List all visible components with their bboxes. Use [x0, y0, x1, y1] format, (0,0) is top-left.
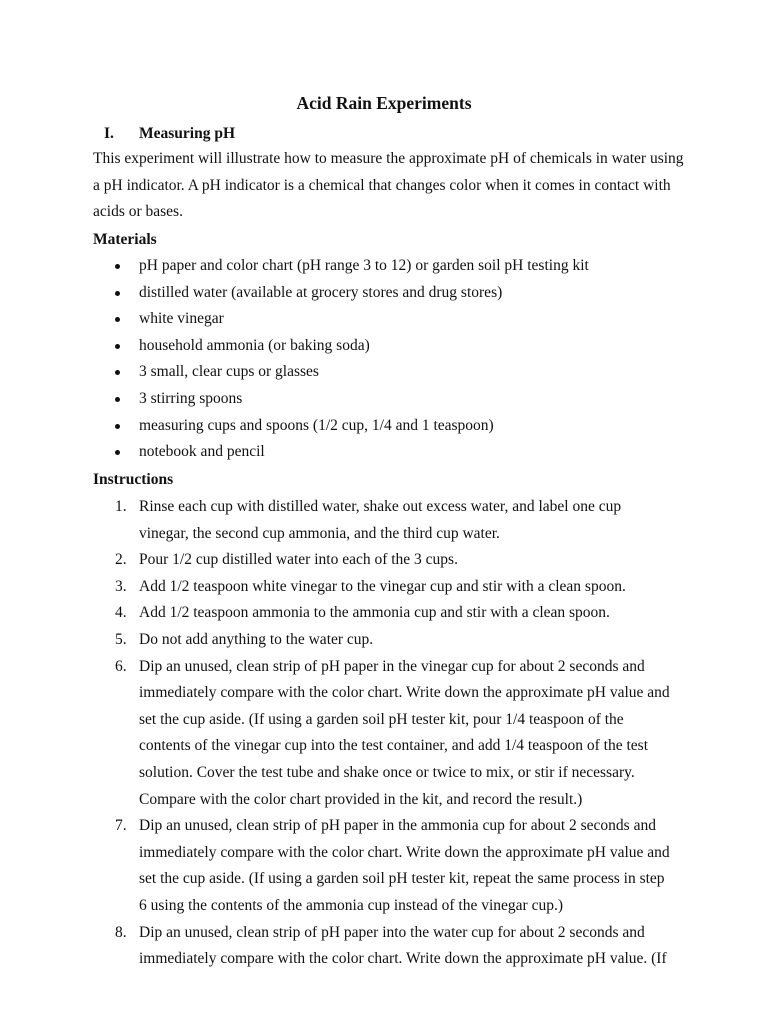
bullet-icon — [115, 397, 120, 402]
section-heading — [104, 121, 235, 147]
step-number: 3. — [115, 577, 127, 595]
step-text: Dip an unused, clean strip of pH paper in the ammonia cup for about 2 seconds and immediately compare with the color chart. Write down the approximate pH value and set the cup aside. (If using a garden soil pH tester kit, repeat the same process in step 6 using the contents of the ammonia cup instead of the vinegar cup.) — [139, 817, 670, 914]
step-text: Pour 1/2 cup distilled water into each of the 3 cups. — [139, 551, 458, 569]
section-number: I. — [104, 125, 114, 142]
bullet-icon — [115, 291, 120, 296]
step-number: 2. — [115, 551, 127, 569]
bullet-icon — [115, 450, 120, 455]
materials-list — [0, 253, 589, 466]
instruction-step — [0, 627, 674, 654]
intro-paragraph: This experiment will illustrate how to measure the approximate pH of chemicals in water using a pH indicator. A pH indicator is a chemical that changes color when it comes in contact with acids or bases. — [93, 150, 684, 221]
instruction-step — [0, 574, 674, 601]
step-text: Dip an unused, clean strip of pH paper into the water cup for about 2 seconds and immediately compare with the color chart. Write down the approximate pH value. (If — [139, 923, 667, 968]
step-text: Add 1/2 teaspoon ammonia to the ammonia cup and stir with a clean spoon. — [139, 604, 610, 622]
step-text: Add 1/2 teaspoon white vinegar to the vinegar cup and stir with a clean spoon. — [139, 577, 626, 595]
instruction-step — [0, 920, 674, 973]
instruction-step — [0, 813, 674, 919]
list-item: measuring cups and spoons (1/2 cup, 1/4 and 1 teaspoon) — [0, 413, 589, 440]
step-text: Rinse each cup with distilled water, shake out excess water, and label one cup vinegar, the second cup ammonia, and the third cup water. — [139, 498, 622, 542]
section-title: Measuring pH — [139, 125, 236, 142]
list-item: notebook and pencil — [0, 439, 589, 466]
instruction-step — [0, 654, 674, 814]
step-number: 7. — [115, 817, 127, 835]
step-text: Dip an unused, clean strip of pH paper in the vinegar cup for about 2 seconds and immediately compare with the color chart. Write down the approximate pH value and set the cup aside. (If using a garden soil pH tester kit, pour 1/4 teaspoon of the contents of the vinegar cup into the test container, and add 1/4 teaspoon of the test solution. Cover the test tube and shake once or twice to mix, or stir if necessary. Compare with the color chart provided in the kit, and record the result.) — [139, 657, 670, 808]
list-item: 3 stirring spoons — [0, 386, 589, 413]
step-number: 1. — [115, 498, 127, 515]
list-item: distilled water (available at grocery stores and drug stores) — [0, 280, 589, 307]
materials-heading: Materials — [93, 231, 157, 248]
instruction-step — [0, 494, 674, 547]
step-text: Do not add anything to the water cup. — [139, 630, 374, 648]
bullet-icon — [115, 424, 120, 429]
bullet-icon — [115, 317, 120, 322]
list-item: 3 small, clear cups or glasses — [0, 359, 589, 386]
step-number: 6. — [115, 657, 127, 675]
step-number: 8. — [115, 923, 127, 941]
instructions-list — [0, 494, 674, 973]
instruction-step — [0, 547, 674, 574]
bullet-icon — [115, 344, 120, 349]
bullet-icon — [115, 370, 120, 375]
list-item: white vinegar — [0, 306, 589, 333]
step-number: 4. — [115, 604, 127, 622]
instruction-step — [0, 600, 674, 627]
step-number: 5. — [115, 630, 127, 648]
instructions-heading: Instructions — [93, 471, 174, 488]
bullet-icon — [115, 264, 120, 269]
list-item: household ammonia (or baking soda) — [0, 333, 589, 360]
list-item: pH paper and color chart (pH range 3 to 12) or garden soil pH testing kit — [0, 253, 589, 280]
document-title: Acid Rain Experiments — [296, 93, 472, 113]
